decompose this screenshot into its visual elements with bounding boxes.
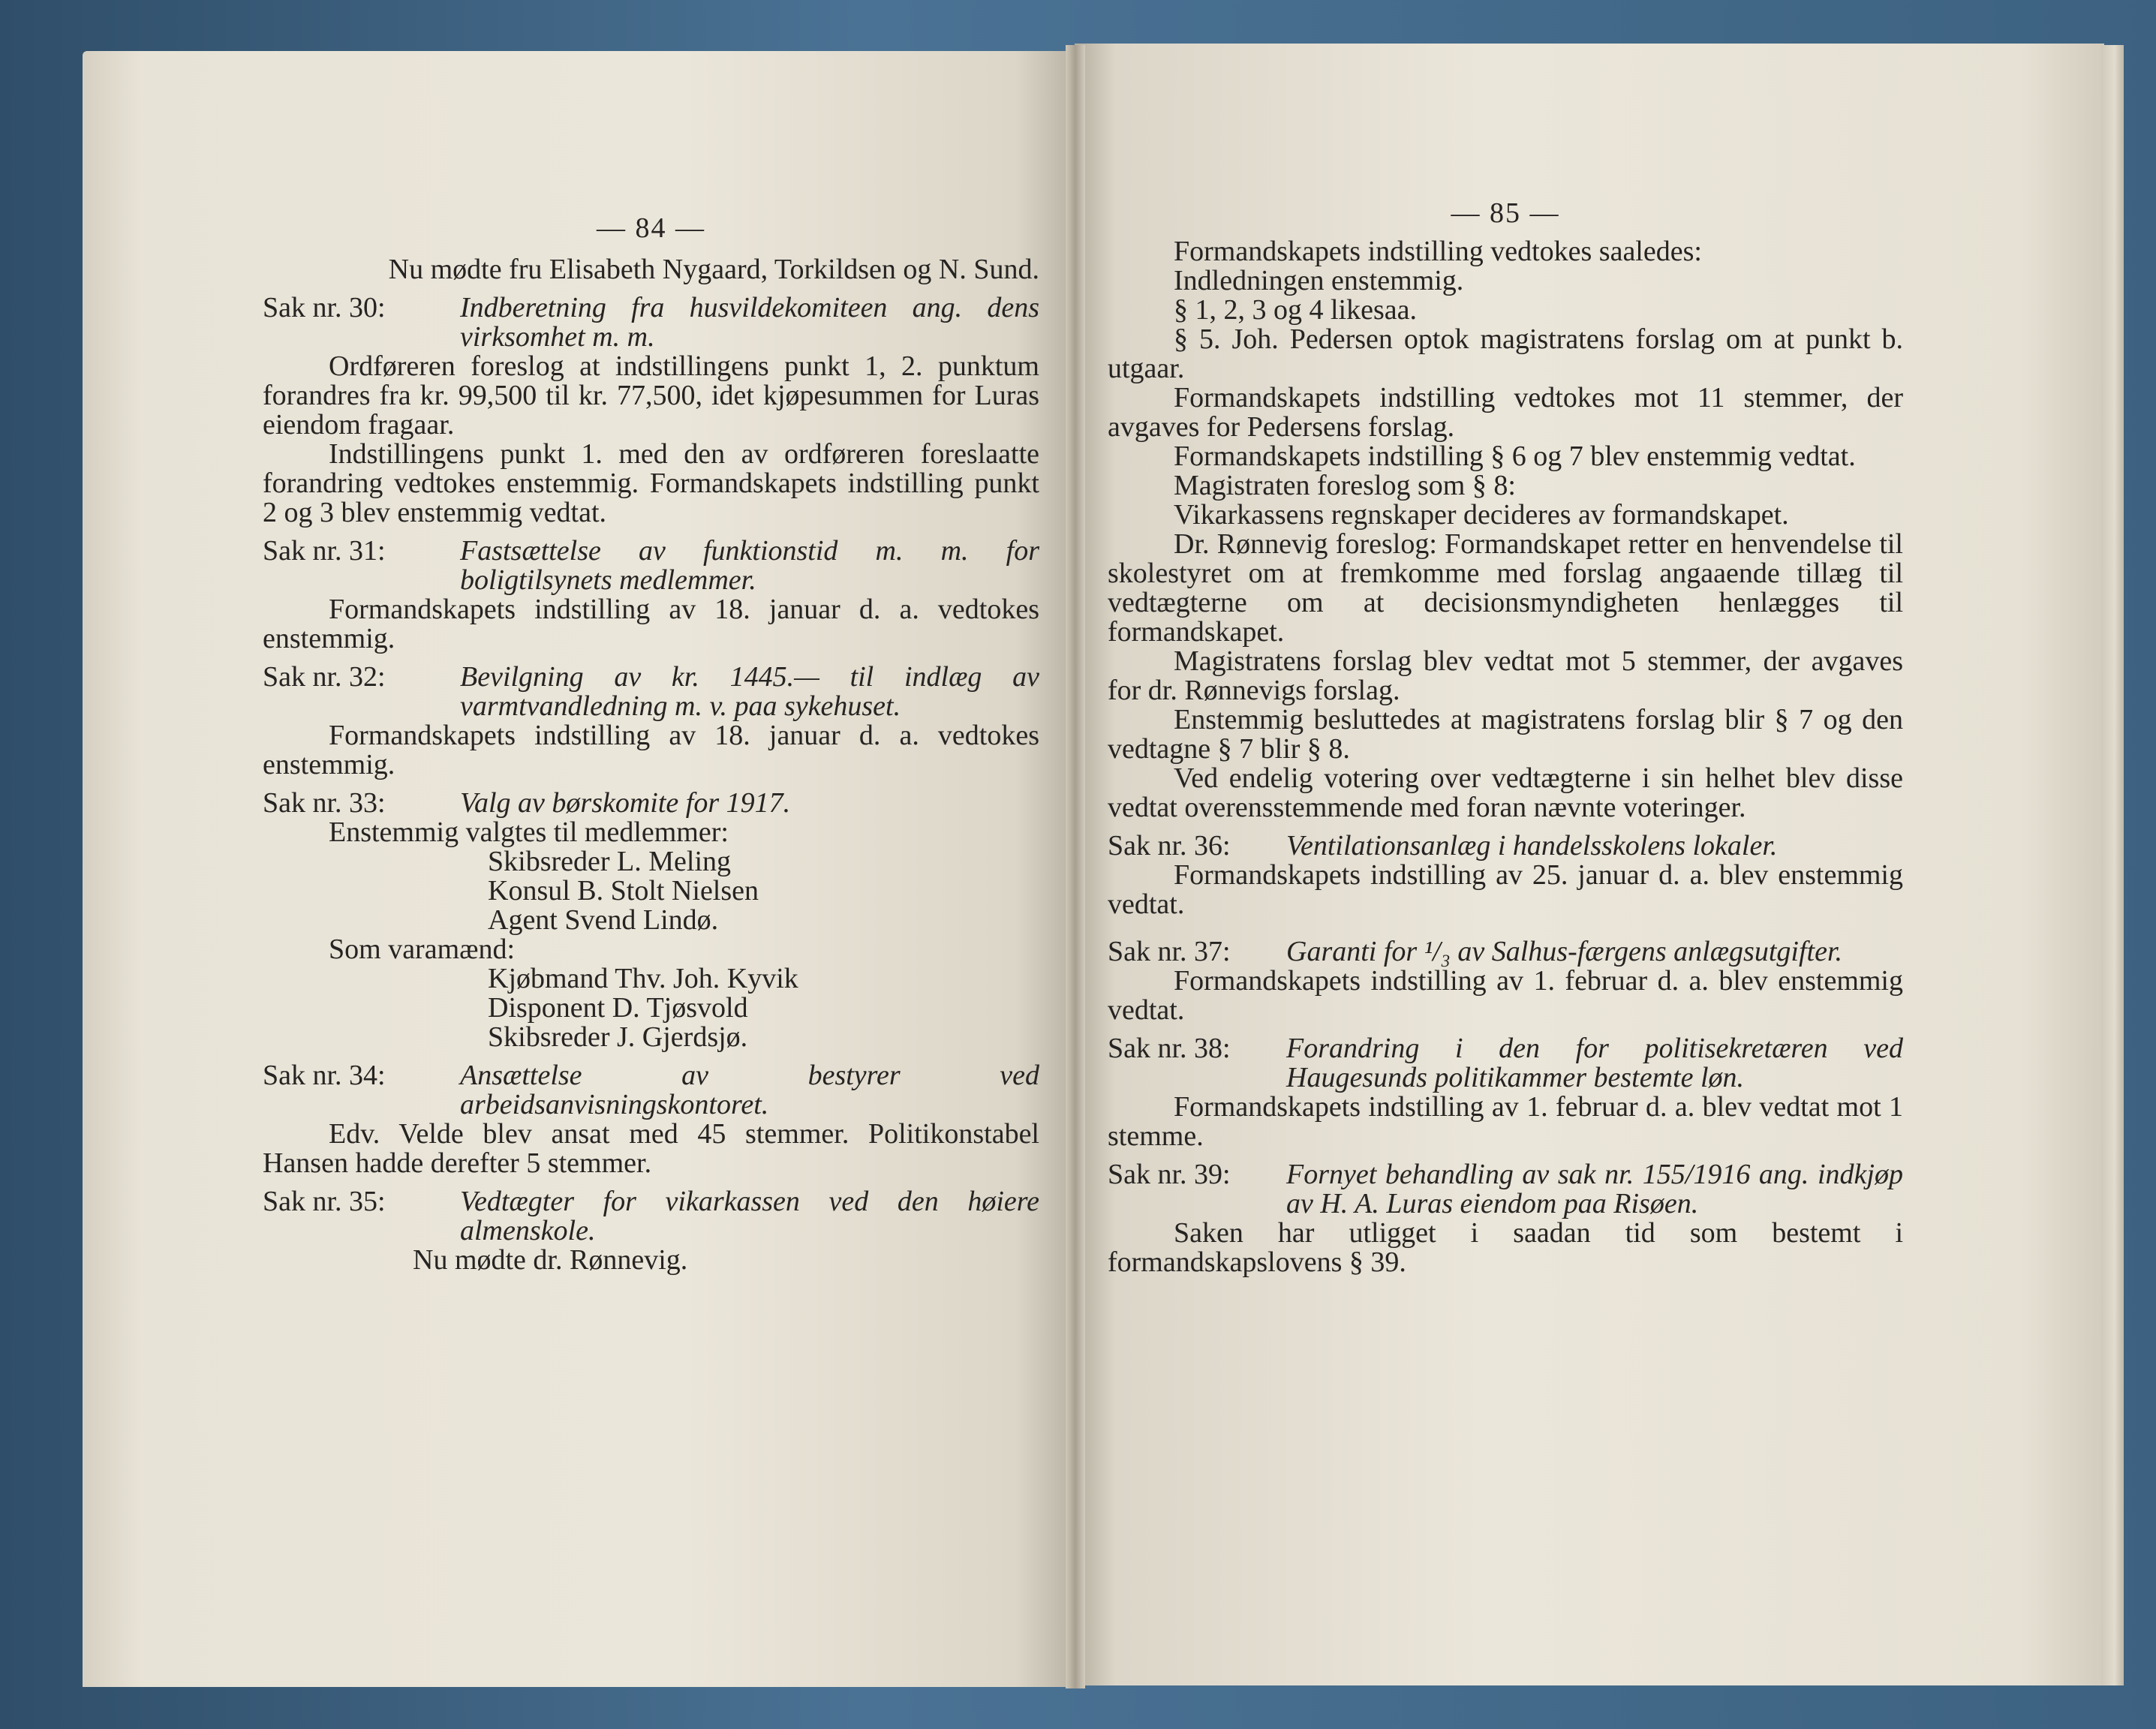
sak-31 <box>263 537 1039 595</box>
sak-title: Ansættelse av bestyrer ved arbeidsanvisningskontoret. <box>460 1060 1039 1120</box>
left-page-text <box>263 214 1039 1275</box>
sak-title: Ventilationsanlæg i handelsskolens lokaler. <box>1286 830 1778 861</box>
sak-36 <box>1108 831 1903 861</box>
sak-35 <box>263 1187 1039 1246</box>
list-item: Skibsreder J. Gjerdsjø. <box>488 1021 748 1053</box>
members-list <box>488 847 1039 935</box>
paragraph: Formandskapets indstilling av 18. januar d. a. vedtokes enstemmig. <box>263 594 1039 654</box>
page-number: — 85 — <box>1451 197 1560 229</box>
substitutes-label: Som varamænd: <box>329 934 516 965</box>
paragraph: Enstemmig besluttedes at magistratens forslag blir § 7 og den vedtagne § 7 blir § 8. <box>1108 704 1903 765</box>
sak-label: Sak nr. 39: <box>1108 1159 1231 1190</box>
paragraph: Magistratens forslag blev vedtat mot 5 stemmer, der avgaves for dr. Rønnevigs forslag. <box>1108 645 1903 706</box>
sak-label: Sak nr. 37: <box>1108 936 1231 967</box>
paragraph: Saken har utligget i saadan tid som bestemt i formandskapslovens § 39. <box>1108 1217 1903 1278</box>
list-item: Skibsreder L. Meling <box>488 846 732 877</box>
sak-title: Fornyet behandling av sak nr. 155/1916 ang. indkjøp av H. A. Luras eiendom paa Risøen. <box>1286 1159 1903 1219</box>
paragraph: Formandskapets indstilling § 6 og 7 blev enstemmig vedtat. <box>1174 441 1856 472</box>
sak-37 <box>1108 937 1903 967</box>
paragraph: § 1, 2, 3 og 4 likesaa. <box>1174 294 1418 326</box>
page-edge <box>2101 45 2124 1685</box>
paragraph: Vikarkassens regnskaper decideres av formandskapet. <box>1174 499 1789 531</box>
paragraph: Dr. Rønnevig foreslog: Formandskapet retter en henvendelse til skolestyret om at fremkomme med forslag angaaende tillæg til vedtægterne om at decisionsmyndigheten henlægges til formandskapet. <box>1108 528 1903 648</box>
paragraph: Ved endelig votering over vedtægterne i sin helhet blev disse vedtat overensstemmende med foran nævnte voteringer. <box>1108 762 1903 823</box>
sak-title: Bevilgning av kr. 1445.— til indlæg av varmtvandledning m. v. paa sykehuset. <box>460 661 1039 722</box>
sak-label: Sak nr. 36: <box>1108 830 1231 861</box>
paragraph: Formandskapets indstilling av 25. januar d. a. blev enstemmig vedtat. <box>1108 859 1903 920</box>
paragraph: § 5. Joh. Pedersen optok magistratens forslag om at punkt b. utgaar. <box>1108 323 1903 384</box>
paragraph: Edv. Velde blev ansat med 45 stemmer. Politikonstabel Hansen hadde derefter 5 stemmer. <box>263 1118 1039 1179</box>
sak-30 <box>263 293 1039 352</box>
paragraph: Ordføreren foreslog at indstillingens punkt 1, 2. punktum forandres fra kr. 99,500 til kr. 77,500, idet kjøpesummen for Luras eiendom fragaar. <box>263 350 1039 441</box>
sak-title: Valg av børskomite for 1917. <box>460 787 791 819</box>
sak-title: Forandring i den for politisekretæren ved Haugesunds politikammer bestemte løn. <box>1286 1033 1903 1093</box>
right-page-text <box>1108 199 1903 1277</box>
paragraph: Formandskapets indstilling vedtokes saaledes: <box>1174 236 1702 267</box>
sak-38 <box>1108 1034 1903 1093</box>
sak-39 <box>1108 1160 1903 1219</box>
sak-title: Fastsættelse av funktionstid m. m. for boligtilsynets medlemmer. <box>460 535 1039 596</box>
sak-title: Garanti for ¹/₃ av Salhus-færgens anlægsutgifter. <box>1286 936 1843 967</box>
sak-title: Vedtægter for vikarkassen ved den høiere almenskole. <box>460 1186 1039 1246</box>
paragraph: Enstemmig valgtes til medlemmer: <box>329 816 729 848</box>
sak-label: Sak nr. 34: <box>263 1060 386 1091</box>
sak-34 <box>263 1061 1039 1120</box>
paragraph: Indstillingens punkt 1. med den av ordføreren foreslaatte forandring vedtokes enstemmig. Formandskapets indstilling punkt 2 og 3 blev enstemmig vedtat. <box>263 438 1039 528</box>
sak-32 <box>263 663 1039 721</box>
paragraph: Indledningen enstemmig. <box>1174 265 1464 296</box>
sak-label: Sak nr. 35: <box>263 1186 386 1217</box>
sak-label: Sak nr. 33: <box>263 787 386 819</box>
sak-33 <box>263 789 1039 818</box>
intro-line: Nu mødte fru Elisabeth Nygaard, Torkildsen og N. Sund. <box>388 254 1039 285</box>
sak-label: Sak nr. 38: <box>1108 1033 1231 1064</box>
sak-label: Sak nr. 32: <box>263 661 386 693</box>
closing-line: Nu mødte dr. Rønnevig. <box>413 1244 688 1276</box>
list-item: Disponent D. Tjøsvold <box>488 992 748 1024</box>
list-item: Konsul B. Stolt Nielsen <box>488 875 759 907</box>
paragraph: Formandskapets indstilling av 18. januar d. a. vedtokes enstemmig. <box>263 720 1039 780</box>
list-item: Kjøbmand Thv. Joh. Kyvik <box>488 963 798 994</box>
sak-label: Sak nr. 31: <box>263 535 386 567</box>
page-number: — 84 — <box>597 212 705 244</box>
paragraph: Formandskapets indstilling vedtokes mot 11 stemmer, der avgaves for Pedersens forslag. <box>1108 382 1903 443</box>
paragraph: Magistraten foreslog som § 8: <box>1174 470 1516 501</box>
paragraph: Formandskapets indstilling av 1. februar d. a. blev vedtat mot 1 stemme. <box>1108 1091 1903 1152</box>
paragraph: Formandskapets indstilling av 1. februar d. a. blev enstemmig vedtat. <box>1108 965 1903 1026</box>
sak-title: Indberetning fra husvildekomiteen ang. dens virksomhet m. m. <box>460 292 1039 353</box>
list-item: Agent Svend Lindø. <box>488 904 719 936</box>
substitutes-list <box>488 964 1039 1052</box>
book-spine <box>1066 45 1085 1688</box>
sak-label: Sak nr. 30: <box>263 292 386 323</box>
